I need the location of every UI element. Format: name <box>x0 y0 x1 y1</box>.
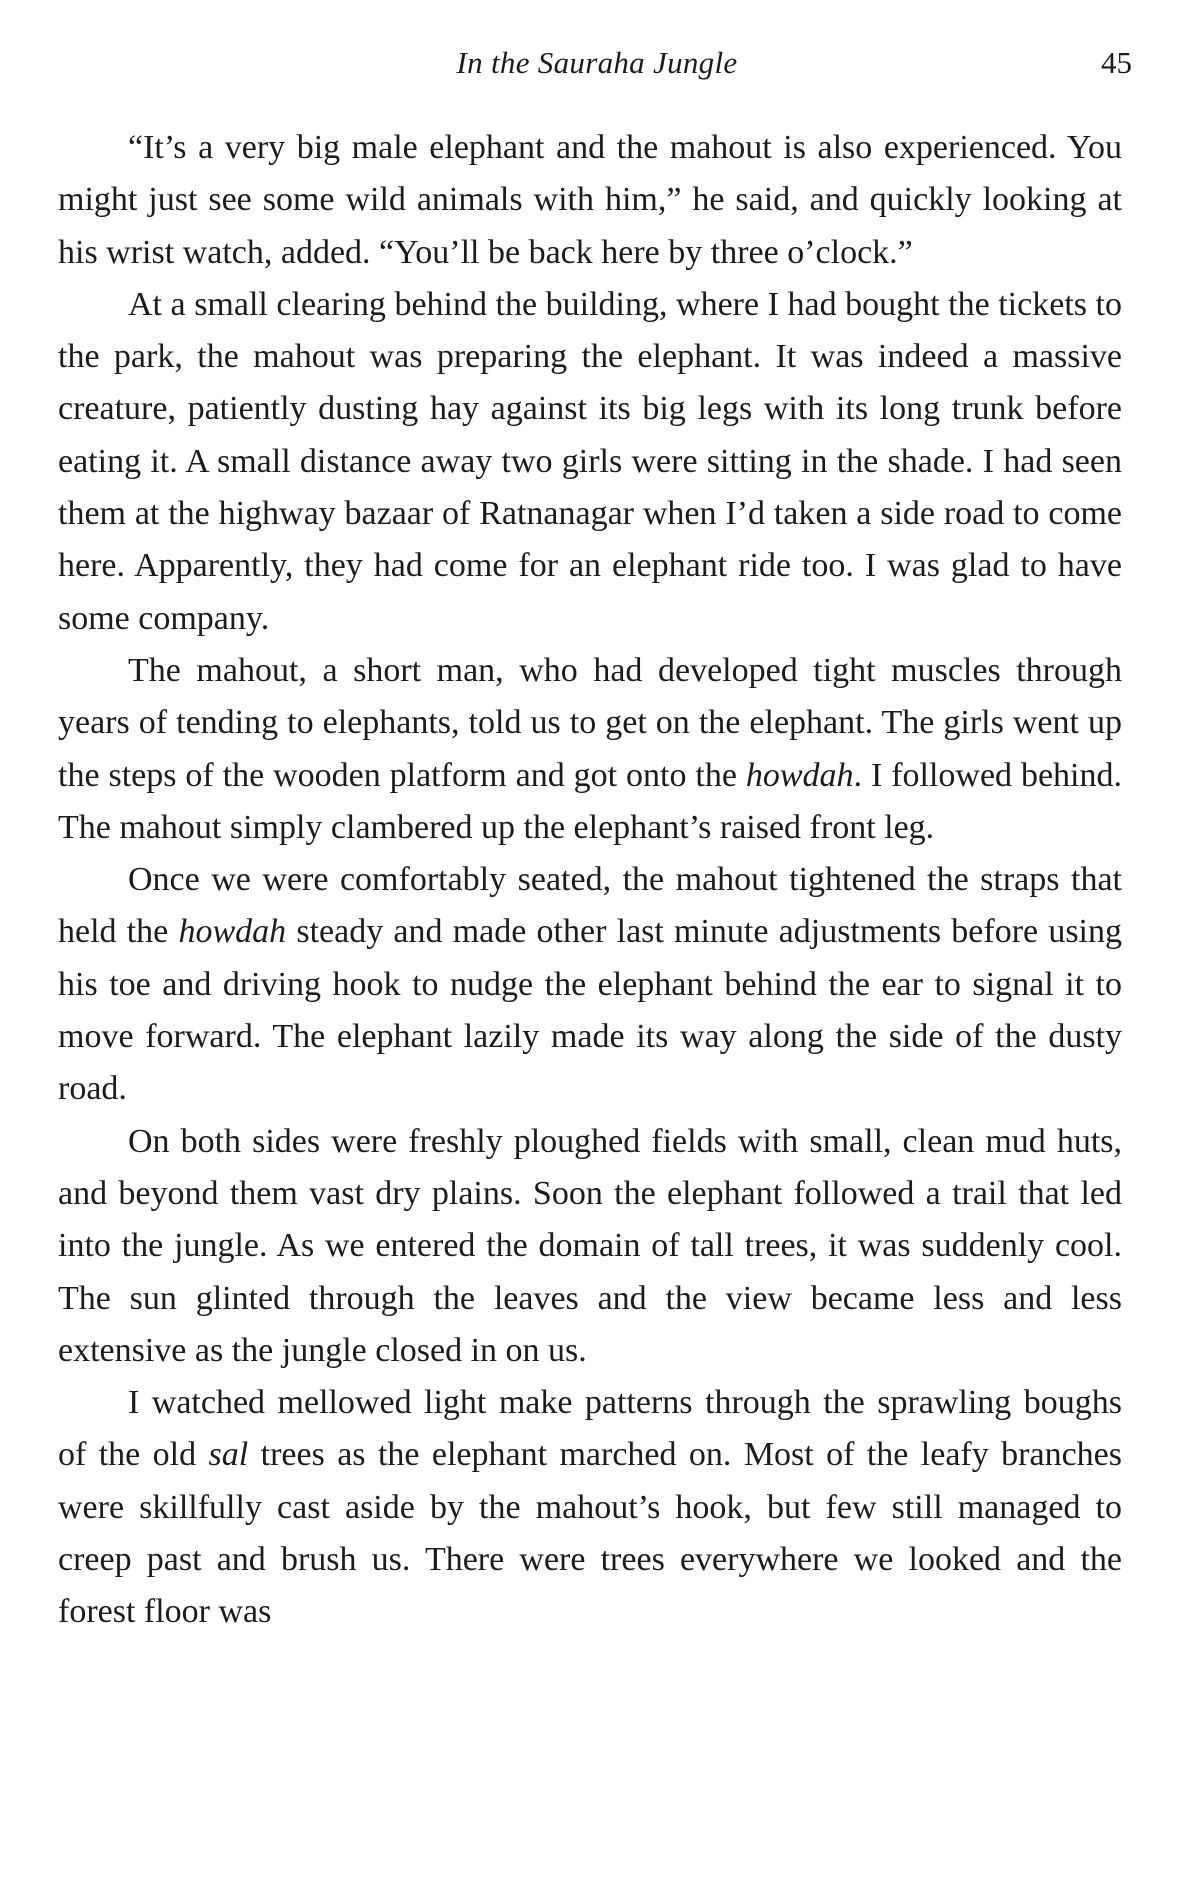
body-text <box>58 122 1122 1639</box>
text-run: On both sides were freshly ploughed fields with small, clean mud huts, and beyond them vast dry plains. Soon the elephant followed a trail that led into the jungle. As we entered the domain of tall trees, it was suddenly cool. The sun glinted through the leaves and the view became less and less extensive as the jungle closed in on us. <box>58 1122 1122 1369</box>
paragraph <box>58 645 1122 854</box>
text-run: The mahout, a short man, who had developed tight muscles through years of tending to elephants, told us to get on the elephant. The girls went up the steps of the wooden platform and got onto the <box>58 651 1122 794</box>
text-run: steady and made other last minute adjustments before using his toe and driving hook to nudge the elephant behind the ear to signal it to move forward. The elephant lazily made its way along the side of the dusty road. <box>58 913 1123 1108</box>
page-number: 45 <box>1101 45 1132 80</box>
text-run: . I followed behind. The mahout simply clambered up the elephant’s raised front leg. <box>58 756 1123 846</box>
italic-term: howdah <box>178 913 287 951</box>
italic-term: sal <box>208 1436 249 1474</box>
paragraph <box>58 854 1122 1115</box>
paragraph <box>58 279 1122 645</box>
italic-term: howdah <box>745 756 854 794</box>
running-head <box>0 38 1194 88</box>
text-run: At a small clearing behind the building, where I had bought the tickets to the park, the mahout was preparing the elephant. It was indeed a massive creature, patiently dusting hay against its big legs with its long trunk before eating it. A small distance away two girls were sitting in the shade. I had seen them at the highway bazaar of Ratnanagar when I’d taken a side road to come here. Apparently, they had come for an elephant ride too. I was glad to have some company. <box>58 285 1122 637</box>
text-run: trees as the elephant marched on. Most of the leafy branches were skillfully cast aside by the mahout’s hook, but few still managed to creep past and brush us. There were trees everywhere we looked and the forest floor was <box>58 1436 1122 1631</box>
running-title: In the Sauraha Jungle <box>456 45 738 80</box>
paragraph <box>58 122 1122 279</box>
text-run: Once we were comfortably seated, the mahout tightened the straps that held the <box>58 861 1122 951</box>
paragraph <box>58 1377 1122 1638</box>
text-run: I watched mellowed light make patterns through the sprawling boughs of the old <box>58 1384 1122 1474</box>
paragraph <box>58 1116 1122 1377</box>
text-run: “It’s a very big male elephant and the mahout is also experienced. You might just see some wild animals with him,” he said, and quickly looking at his wrist watch, added. “You’ll be back here by three o’clock.” <box>58 129 1122 271</box>
